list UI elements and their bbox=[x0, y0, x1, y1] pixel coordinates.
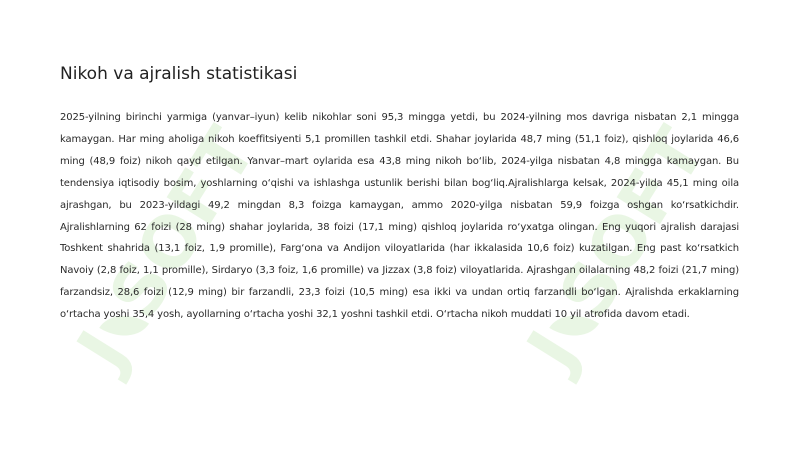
body-paragraph: 2025-yilning birinchi yarmiga (yanvar–iyun) kelib nikohlar soni 95,3 mingga yetdi, bu 2024-yilning mos davriga nisbatan 2,1 mingga kamaygan. Har ming aholiga nikoh koeffitsiyenti 5,1 promillen tashkil etdi. Shahar joylarida 48,7 ming (51,1 foiz), qishloq joylarida 46,6 ming (48,9 foiz) nikoh qayd etilgan. Yanvar–mart oylarida esa 43,8 ming nikoh bo‘lib, 2024-yilga nisbatan 4,8 mingga kamaygan. Bu tendensiya iqtisodiy bosim, yoshlarning o‘qishi va ishlashga ustunlik berishi bilan bog‘liq.Ajralishlarga kelsak, 2024-yilda 45,1 ming oila ajrashgan, bu 2023-yildagi 49,2 mingdan 8,3 foizga kamaygan, ammo 2020-yilga nisbatan 59,9 foizga oshgan ko‘rsatkichdir. Ajralishlarning 62 foizi (28 ming) shahar joylarida, 38 foizi (17,1 ming) qishloq joylarida ro‘yxatga olingan. Eng yuqori ajralish darajasi Toshkent shahrida (13,1 foiz, 1,9 promille), Farg‘ona va Andijon viloyatlarida (har ikkalasida 10,6 foiz) kuzatilgan. Eng past ko‘rsatkich Navoiy (2,8 foiz, 1,1 promille), Sirdaryo (3,3 foiz, 1,6 promille) va Jizzax (3,8 foiz) viloyatlarida. Ajrashgan oilalarning 48,2 foizi (21,7 ming) farzandsiz, 28,6 foizi (12,9 ming) bir farzandli, 23,3 foizi (10,5 ming) esa ikki va undan ortiq farzandli bo‘lgan. Ajralishda erkaklarning o‘rtacha yoshi 35,4 yosh, ayollarning o‘rtacha yoshi 32,1 yoshni tashkil etdi. O‘rtacha nikoh muddati 10 yil atrofida davom etadi. bbox=[60, 112, 739, 321]
watermark-logo-right: JSOFT bbox=[511, 114, 722, 383]
page-title: Nikoh va ajralish statistikasi bbox=[60, 64, 298, 84]
watermark-logo-left: JSOFT bbox=[61, 114, 272, 383]
